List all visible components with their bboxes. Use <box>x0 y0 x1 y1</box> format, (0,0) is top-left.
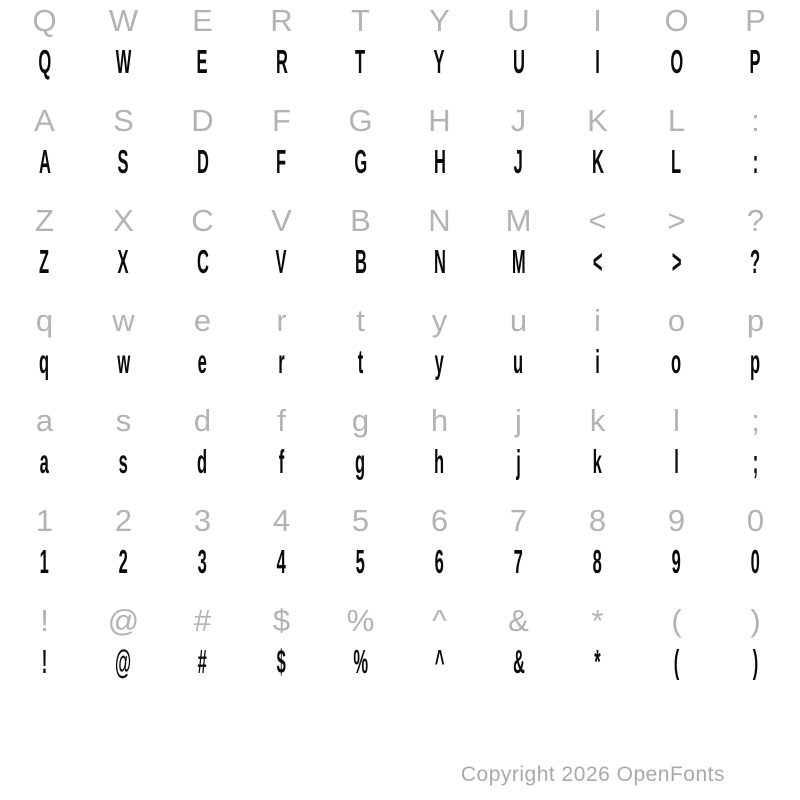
reference-glyph: ( <box>671 603 682 638</box>
reference-font-line <box>5 0 795 42</box>
reference-glyph: e <box>193 303 212 338</box>
copyright-notice: Copyright 2026 OpenFonts <box>460 763 725 786</box>
reference-glyph: H <box>428 103 451 138</box>
glyph-row-5 <box>5 400 795 500</box>
reference-glyph: J <box>510 103 527 138</box>
preview-glyph <box>716 142 795 200</box>
preview-glyph <box>479 142 558 200</box>
reference-glyph: r <box>276 303 287 338</box>
preview-glyph <box>163 242 242 300</box>
preview-glyph <box>5 442 84 500</box>
preview-glyph <box>163 142 242 200</box>
preview-glyph <box>321 642 400 700</box>
preview-glyph-condensed: * <box>594 643 601 680</box>
reference-glyph: G <box>348 103 373 138</box>
reference-glyph: a <box>35 403 54 438</box>
preview-glyph <box>84 642 163 700</box>
preview-glyph-condensed: h <box>434 443 445 480</box>
preview-glyph-condensed: ) <box>752 643 759 680</box>
preview-glyph-condensed: B <box>354 243 367 280</box>
preview-glyph <box>558 42 637 100</box>
preview-glyph <box>716 642 795 700</box>
preview-glyph <box>479 42 558 100</box>
reference-glyph: d <box>193 403 212 438</box>
preview-font-line <box>5 342 795 400</box>
reference-glyph: R <box>270 3 293 38</box>
preview-glyph-condensed: ^ <box>434 643 445 680</box>
preview-glyph <box>321 442 400 500</box>
preview-glyph <box>479 342 558 400</box>
reference-glyph: Z <box>35 203 54 238</box>
preview-glyph <box>84 142 163 200</box>
reference-glyph: u <box>509 303 528 338</box>
reference-glyph: s <box>115 403 132 438</box>
reference-glyph: V <box>271 203 292 238</box>
reference-glyph: 9 <box>667 503 686 538</box>
preview-glyph-condensed: p <box>750 343 761 380</box>
preview-glyph-condensed: T <box>355 43 366 80</box>
reference-glyph: h <box>430 403 449 438</box>
preview-glyph-condensed: 1 <box>39 543 50 580</box>
preview-glyph-condensed: 5 <box>355 543 366 580</box>
preview-font-line <box>5 442 795 500</box>
preview-glyph-condensed: # <box>197 643 208 680</box>
reference-glyph: L <box>667 103 686 138</box>
preview-glyph <box>558 542 637 600</box>
preview-glyph-condensed: a <box>39 443 50 480</box>
preview-glyph-condensed: Q <box>38 43 51 80</box>
preview-glyph <box>479 642 558 700</box>
reference-glyph: T <box>351 3 370 38</box>
reference-glyph: y <box>431 303 448 338</box>
preview-glyph <box>716 442 795 500</box>
preview-glyph-condensed: @ <box>115 643 132 680</box>
preview-glyph <box>242 442 321 500</box>
preview-glyph-condensed: i <box>595 343 600 380</box>
preview-glyph-condensed: 9 <box>671 543 682 580</box>
preview-font-line <box>5 542 795 600</box>
preview-glyph <box>400 442 479 500</box>
preview-glyph <box>163 442 242 500</box>
preview-glyph <box>321 542 400 600</box>
preview-glyph-condensed: W <box>115 43 132 80</box>
preview-glyph-condensed: f <box>278 443 285 480</box>
glyph-row-2 <box>5 100 795 200</box>
reference-glyph: 3 <box>193 503 212 538</box>
reference-font-line <box>5 400 795 442</box>
preview-glyph-condensed: X <box>117 243 129 280</box>
preview-glyph-condensed: R <box>275 43 288 80</box>
preview-glyph <box>242 142 321 200</box>
preview-glyph <box>716 42 795 100</box>
preview-font-line <box>5 142 795 200</box>
preview-glyph-condensed: 7 <box>513 543 524 580</box>
preview-glyph-condensed: 4 <box>276 543 287 580</box>
preview-glyph <box>84 542 163 600</box>
preview-glyph <box>637 542 716 600</box>
reference-glyph: I <box>593 3 602 38</box>
reference-font-line <box>5 600 795 642</box>
glyph-row-3 <box>5 200 795 300</box>
reference-glyph: 0 <box>746 503 765 538</box>
preview-glyph <box>242 642 321 700</box>
preview-glyph <box>400 642 479 700</box>
preview-glyph-condensed: o <box>671 343 682 380</box>
preview-glyph-condensed: % <box>353 643 368 680</box>
reference-glyph: ^ <box>432 603 447 638</box>
preview-glyph-condensed: I <box>595 43 600 80</box>
preview-glyph-condensed: 8 <box>592 543 603 580</box>
glyph-row-1 <box>5 0 795 100</box>
preview-glyph <box>242 242 321 300</box>
preview-glyph-condensed: e <box>197 343 208 380</box>
reference-glyph: ; <box>751 403 760 438</box>
preview-glyph-condensed: > <box>671 243 682 280</box>
preview-font-line <box>5 642 795 700</box>
reference-glyph: ! <box>40 603 49 638</box>
reference-font-line <box>5 200 795 242</box>
reference-glyph: # <box>193 603 212 638</box>
preview-glyph <box>84 342 163 400</box>
reference-glyph: X <box>113 203 134 238</box>
preview-glyph <box>242 42 321 100</box>
preview-glyph-condensed: H <box>433 143 446 180</box>
preview-glyph-condensed: & <box>512 643 525 680</box>
preview-glyph-condensed: q <box>39 343 50 380</box>
preview-glyph <box>5 242 84 300</box>
preview-glyph-condensed: l <box>674 443 679 480</box>
preview-glyph <box>400 242 479 300</box>
preview-glyph-condensed: S <box>117 143 129 180</box>
preview-glyph-condensed: k <box>592 443 603 480</box>
reference-glyph: : <box>751 103 760 138</box>
preview-glyph <box>637 242 716 300</box>
preview-glyph <box>558 442 637 500</box>
preview-glyph <box>716 542 795 600</box>
preview-glyph <box>400 542 479 600</box>
preview-glyph-condensed: j <box>516 443 521 480</box>
reference-glyph: N <box>428 203 451 238</box>
reference-glyph: K <box>587 103 608 138</box>
preview-font-line <box>5 42 795 100</box>
reference-glyph: k <box>589 403 606 438</box>
reference-glyph: % <box>346 603 375 638</box>
preview-glyph <box>163 342 242 400</box>
reference-glyph: p <box>746 303 765 338</box>
preview-glyph-condensed: : <box>752 143 759 180</box>
reference-glyph: U <box>507 3 530 38</box>
reference-glyph: q <box>35 303 54 338</box>
preview-glyph <box>242 542 321 600</box>
reference-glyph: > <box>667 203 686 238</box>
preview-glyph-condensed: ( <box>673 643 680 680</box>
reference-glyph: f <box>277 403 286 438</box>
reference-glyph: P <box>745 3 766 38</box>
preview-glyph <box>163 542 242 600</box>
reference-glyph: @ <box>107 603 140 638</box>
preview-glyph <box>637 442 716 500</box>
preview-glyph <box>321 342 400 400</box>
preview-glyph-condensed: s <box>118 443 129 480</box>
glyph-row-6 <box>5 500 795 600</box>
preview-glyph-condensed: P <box>749 43 761 80</box>
preview-glyph <box>558 142 637 200</box>
glyph-row-7 <box>5 600 795 700</box>
reference-glyph: S <box>113 103 134 138</box>
preview-glyph-condensed: A <box>38 143 51 180</box>
preview-glyph <box>5 642 84 700</box>
reference-glyph: O <box>664 3 689 38</box>
reference-glyph: F <box>272 103 291 138</box>
preview-glyph <box>321 142 400 200</box>
reference-glyph: 7 <box>509 503 528 538</box>
reference-glyph: D <box>191 103 214 138</box>
reference-glyph: E <box>192 3 213 38</box>
preview-glyph-condensed: y <box>434 343 445 380</box>
preview-glyph <box>479 442 558 500</box>
reference-glyph: i <box>594 303 601 338</box>
preview-glyph-condensed: N <box>433 243 446 280</box>
preview-glyph-condensed: d <box>197 443 208 480</box>
reference-glyph: C <box>191 203 214 238</box>
reference-glyph: w <box>112 303 135 338</box>
reference-glyph: 2 <box>114 503 133 538</box>
preview-glyph-condensed: g <box>355 443 366 480</box>
preview-glyph-condensed: r <box>278 343 285 380</box>
reference-glyph: ) <box>750 603 761 638</box>
preview-glyph-condensed: 0 <box>750 543 761 580</box>
reference-glyph: 6 <box>430 503 449 538</box>
reference-glyph: $ <box>272 603 291 638</box>
reference-glyph: W <box>108 3 139 38</box>
reference-glyph: & <box>508 603 529 638</box>
preview-glyph-condensed: t <box>357 343 364 380</box>
preview-glyph <box>479 242 558 300</box>
preview-glyph-condensed: Y <box>433 43 445 80</box>
preview-glyph-condensed: F <box>276 143 287 180</box>
reference-glyph: 1 <box>35 503 54 538</box>
preview-glyph <box>242 342 321 400</box>
preview-glyph-condensed: < <box>592 243 603 280</box>
preview-glyph <box>558 342 637 400</box>
preview-glyph <box>400 342 479 400</box>
preview-glyph <box>84 42 163 100</box>
preview-glyph <box>716 342 795 400</box>
preview-glyph <box>716 242 795 300</box>
reference-glyph: M <box>505 203 532 238</box>
reference-glyph: l <box>673 403 680 438</box>
preview-glyph <box>637 642 716 700</box>
reference-glyph: < <box>588 203 607 238</box>
preview-glyph <box>637 342 716 400</box>
reference-glyph: ? <box>746 203 765 238</box>
reference-glyph: Y <box>429 3 450 38</box>
preview-glyph-condensed: 6 <box>434 543 445 580</box>
preview-glyph <box>5 42 84 100</box>
preview-glyph-condensed: $ <box>276 643 287 680</box>
preview-glyph <box>163 642 242 700</box>
preview-glyph <box>400 42 479 100</box>
preview-glyph-condensed: Z <box>39 243 50 280</box>
reference-glyph: o <box>667 303 686 338</box>
reference-glyph: 8 <box>588 503 607 538</box>
preview-glyph-condensed: 3 <box>197 543 208 580</box>
preview-glyph-condensed: u <box>513 343 524 380</box>
preview-glyph-condensed: ; <box>752 443 759 480</box>
reference-glyph: t <box>356 303 365 338</box>
preview-font-line <box>5 242 795 300</box>
preview-glyph <box>400 142 479 200</box>
preview-glyph-condensed: D <box>196 143 209 180</box>
preview-glyph-condensed: L <box>671 143 682 180</box>
preview-glyph <box>479 542 558 600</box>
reference-font-line <box>5 100 795 142</box>
preview-glyph <box>5 542 84 600</box>
preview-glyph-condensed: ? <box>750 243 761 280</box>
preview-glyph <box>321 42 400 100</box>
preview-glyph-condensed: G <box>354 143 367 180</box>
reference-glyph: 5 <box>351 503 370 538</box>
preview-glyph-condensed: M <box>511 243 526 280</box>
preview-glyph-condensed: ! <box>41 643 48 680</box>
preview-glyph-condensed: 2 <box>118 543 129 580</box>
preview-glyph-condensed: V <box>275 243 287 280</box>
preview-glyph-condensed: w <box>117 343 130 380</box>
preview-glyph <box>84 442 163 500</box>
preview-glyph <box>558 642 637 700</box>
preview-glyph <box>637 42 716 100</box>
preview-glyph <box>5 342 84 400</box>
glyph-row-4 <box>5 300 795 400</box>
reference-glyph: 4 <box>272 503 291 538</box>
preview-glyph-condensed: J <box>513 143 524 180</box>
preview-glyph <box>84 242 163 300</box>
reference-glyph: * <box>591 603 604 638</box>
reference-glyph: Q <box>32 3 57 38</box>
preview-glyph <box>558 242 637 300</box>
preview-glyph-condensed: O <box>670 43 683 80</box>
reference-glyph: g <box>351 403 370 438</box>
preview-glyph-condensed: C <box>196 243 209 280</box>
reference-font-line <box>5 500 795 542</box>
reference-font-line <box>5 300 795 342</box>
preview-glyph <box>163 42 242 100</box>
reference-glyph: j <box>515 403 522 438</box>
reference-glyph: B <box>350 203 371 238</box>
preview-glyph-condensed: E <box>196 43 208 80</box>
preview-glyph <box>5 142 84 200</box>
preview-glyph <box>637 142 716 200</box>
preview-glyph-condensed: U <box>512 43 525 80</box>
preview-glyph-condensed: K <box>591 143 604 180</box>
preview-glyph <box>321 242 400 300</box>
reference-glyph: A <box>34 103 55 138</box>
